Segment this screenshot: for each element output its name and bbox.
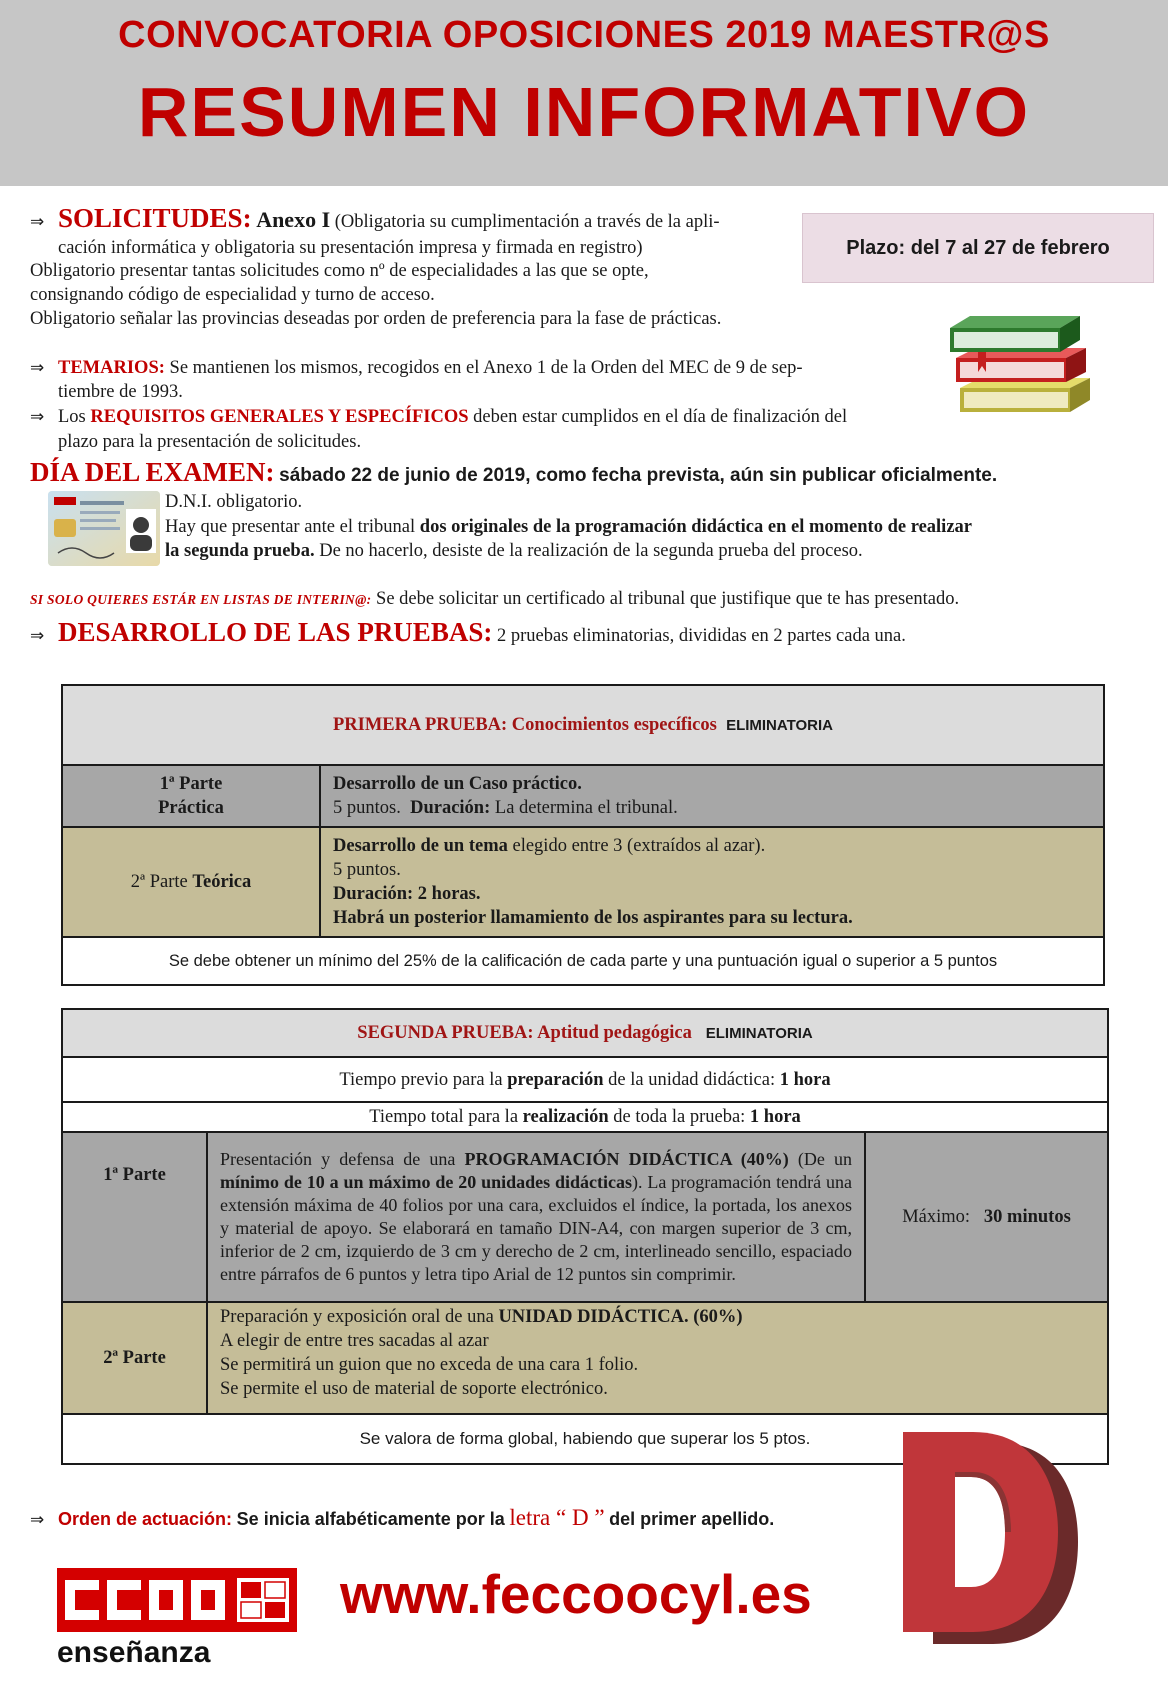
programacion-bold2: la segunda prueba. [165,541,315,561]
segunda-preparacion [62,1057,1108,1102]
arrow-icon: ⇒ [30,212,45,232]
programacion-bold1: dos originales de la programación didáctica en el momento de realizar [419,517,972,537]
orden-label: Orden de actuación: [58,1509,233,1529]
segunda-parte1-content [207,1132,865,1302]
ccoo-logo [57,1568,297,1632]
segunda-title: SEGUNDA PRUEBA: Aptitud pedagógica [357,1022,692,1043]
segunda-header [62,1009,1108,1057]
segunda-prueba-table [61,1008,1109,1465]
primera-parte2-llamamiento: Habrá un posterior llamamiento de los aspirantes para su lectura. [333,908,853,928]
preparacion-bold: preparación [507,1069,604,1090]
solicitudes-text1: (Obligatoria su cumplimentación a través de la apli- [334,212,720,232]
segunda-realizacion [62,1102,1108,1132]
solicitudes-text2: cación informática y obligatoria su presentación impresa y firmada en registro) [58,238,643,258]
temarios-text1: Se mantienen los mismos, recogidos en el Anexo 1 de la Orden del MEC de 9 de sep- [169,358,803,378]
header-banner [0,0,1168,186]
examen-title: DÍA DEL EXAMEN: [30,457,275,487]
segunda-parte2-label [62,1302,207,1414]
primera-parte1-duracion: La determina el tribunal. [494,798,678,818]
arrow-icon: ⇒ [30,358,45,378]
orden-line [30,1506,930,1532]
arrow-icon: ⇒ [30,1510,45,1530]
primera-parte1-line1: Desarrollo de un Caso práctico. [333,774,582,794]
unidad-e: Se permite el uso de material de soporte electrónico. [220,1379,608,1399]
plazo-box: Plazo: del 7 al 27 de febrero [802,213,1154,283]
solicitudes-text3: Obligatorio presentar tantas solicitudes como nº de especialidades a las que se opte, [30,261,649,281]
requisitos-line1 [30,405,930,429]
primera-parte2-points: 5 puntos. [333,860,401,880]
dni-text: D.N.I. obligatorio. [165,492,303,512]
books-icon [950,300,1100,418]
orden-post: del primer apellido. [609,1509,775,1529]
letter-d-graphic [893,1432,1083,1647]
primera-parte1-points: 5 puntos. [333,798,401,818]
primera-parte1-duracion-label: Duración: [410,798,491,818]
primera-parte2-label-bold: Teórica [192,872,252,892]
realizacion-bold: realización [522,1107,609,1127]
desarrollo-text: 2 pruebas eliminatorias, divididas en 2 partes cada una. [496,626,906,646]
preparacion-pre: Tiempo previo para la [339,1069,503,1090]
header-subtitle: RESUMEN INFORMATIVO [137,73,1031,151]
primera-parte1-content [320,765,1104,827]
programacion-b: PROGRAMACIÓN DIDÁCTICA (40%) [464,1149,789,1169]
temarios-title: TEMARIOS: [58,358,165,378]
preparacion-val: 1 hora [779,1069,831,1090]
realizacion-mid: de toda la prueba: [613,1107,746,1127]
examen-date: sábado 22 de junio de 2019, como fecha prevista, aún sin publicar oficialmente. [279,465,998,486]
requisitos-text2: plazo para la presentación de solicitudes. [58,432,362,452]
programacion-c: (De un [797,1149,852,1169]
programacion-d: mínimo de 10 a un máximo de 20 unidades didácticas [220,1172,633,1192]
segunda-parte2-content [207,1302,1108,1414]
requisitos-text1: deben estar cumplidos en el día de finalización del [473,407,848,427]
realizacion-val: 1 hora [749,1107,801,1127]
arrow-icon: ⇒ [30,626,45,646]
primera-parte2-label-pre: 2ª Parte [130,872,188,892]
unidad-d: Se permitirá un guion que no exceda de una cara 1 folio. [220,1355,639,1375]
segunda-footer: Se valora de forma global, habiendo que superar los 5 ptos. [62,1414,1108,1464]
solicitudes-text4: consignando código de especialidad y turno de acceso. [30,285,435,305]
solicitudes-title: SOLICITUDES: [58,203,252,233]
interinos-text: Se debe solicitar un certificado al tribunal que justifique que te has presentado. [376,589,960,609]
maximo-pre: Máximo: [902,1207,971,1227]
anexo-label: Anexo I [256,207,331,232]
unidad-a: Preparación y exposición oral de una [220,1307,494,1327]
primera-parte2-duracion: Duración: 2 horas. [333,884,481,904]
header-title: CONVOCATORIA OPOSICIONES 2019 MAESTR@S [118,14,1050,56]
segunda-maximo [865,1132,1108,1302]
desarrollo-title: DESARROLLO DE LAS PRUEBAS: [58,617,493,647]
primera-parte2-label [62,827,320,937]
primera-prueba-table [61,684,1105,986]
orden-text: Se inicia alfabéticamente por la [236,1509,505,1529]
primera-title: PRIMERA PRUEBA: Conocimientos específicos [332,714,717,735]
temarios-line1 [30,356,930,380]
interinos-line [30,587,1160,612]
dni-card-image [48,491,160,566]
primera-header [62,685,1104,765]
website-url[interactable]: www.feccoocyl.es [340,1563,812,1625]
primera-parte1-label [62,765,320,827]
primera-parte1-label2: Práctica [158,798,224,818]
programacion-line1 [165,515,1155,539]
primera-parte2-line1-bold: Desarrollo de un tema [333,836,508,856]
programacion-e: ). La programación tendrá una extensión máxima de 40 folios por una cara, excluidos el índice, la portada, los anexos y material de apoyo. Se elaborará en tamaño DIN-A4, con margen superior de 3 cm, inferior de 2 cm, izquierdo de 3 cm y derecho de 2 cm, interlineado sencillo, espaciado entre párrafos de 6 puntos y letra tipo Arial de 12 puntos sin comprimir. [220,1172,852,1284]
realizacion-pre: Tiempo total para la [369,1107,519,1127]
primera-parte1-label1: 1ª Parte [159,774,223,794]
maximo-val: 30 minutos [983,1207,1071,1227]
primera-parte2-content [320,827,1104,937]
primera-footer: Se debe obtener un mínimo del 25% de la calificación de cada parte y una puntuación igual o superior a 5 puntos [62,937,1104,985]
programacion-pre: Hay que presentar ante el tribunal [165,517,416,537]
desarrollo-line [30,616,1160,652]
unidad-b: UNIDAD DIDÁCTICA. (60%) [498,1307,743,1327]
segunda-parte1-label-text: 1ª Parte [103,1165,166,1185]
unidad-c: A elegir de entre tres sacadas al azar [220,1331,489,1351]
programacion-line2 [165,539,1155,563]
arrow-icon: ⇒ [30,407,45,427]
ensenanza-label: enseñanza [57,1636,211,1669]
segunda-tag: ELIMINATORIA [705,1024,813,1042]
preparacion-mid: de la unidad didáctica: [608,1069,776,1090]
requisitos-title: REQUISITOS GENERALES Y ESPECÍFICOS [90,407,469,427]
solicitudes-text5: Obligatorio señalar las provincias deseadas por orden de preferencia para la fase de prácticas. [30,309,722,329]
programacion-post: De no hacerlo, desiste de la realización de la segunda prueba del proceso. [319,541,863,561]
segunda-parte2-label-text: 2ª Parte [103,1348,166,1368]
orden-letra: letra “ D ” [509,1505,605,1530]
interinos-label: SI SOLO QUIERES ESTÁR EN LISTAS DE INTERIN@: [30,592,372,607]
solicitudes-line1 [30,203,800,234]
programacion-a: Presentación y defensa de una [220,1149,456,1169]
segunda-parte1-label [62,1132,207,1302]
examen-line [30,455,1150,493]
temarios-text2: tiembre de 1993. [58,382,183,402]
primera-parte2-line1: elegido entre 3 (extraídos al azar). [512,836,766,856]
primera-tag: ELIMINATORIA [726,716,834,734]
requisitos-pre: Los [58,407,86,427]
